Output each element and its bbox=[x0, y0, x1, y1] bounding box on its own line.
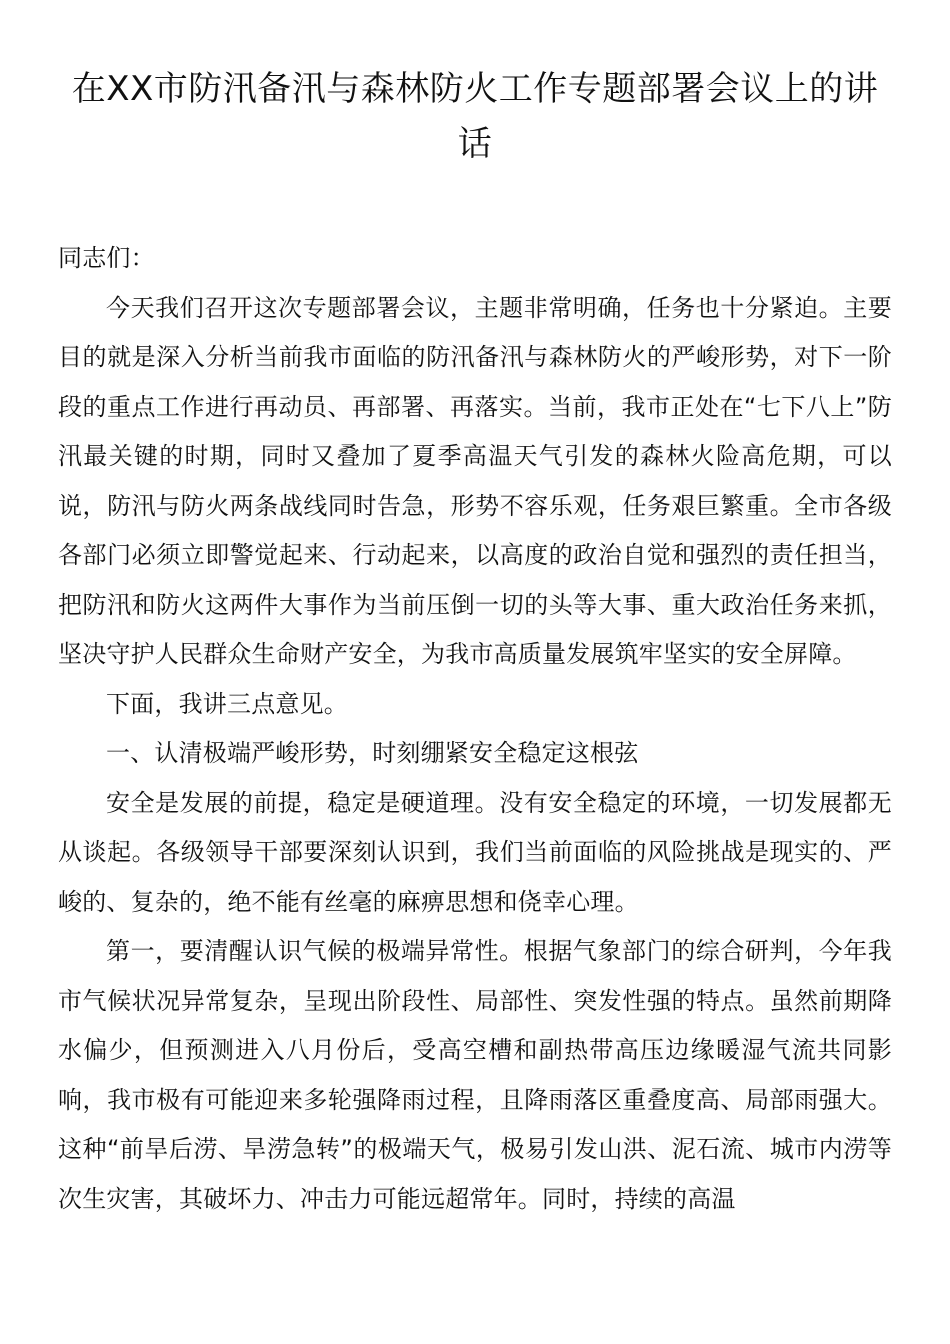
document-title: 在XX市防汛备汛与森林防火工作专题部署会议上的讲话 bbox=[71, 69, 879, 164]
document-page bbox=[58, 62, 892, 1224]
document-body bbox=[58, 234, 892, 1224]
salutation: 同志们： bbox=[58, 244, 155, 272]
paragraph-transition: 下面，我讲三点意见。 bbox=[106, 689, 348, 718]
paragraph-climate: 第一，要清醒认识气候的极端异常性。根据气象部门的综合研判，今年我市气候状况异常复杂，呈现出阶段性、局部性、突发性强的特点。虽然前期降水偏少，但预测进入八月份后，受高空槽和副热带高压边缘暖湿气流共同影响，我市极有可能迎来多轮强降雨过程，且降雨落区重叠度高、局部雨强大。这种“前旱后涝、旱涝急转”的极端天气，极易引发山洪、泥石流、城市内涝等次生灾害，其破坏力、冲击力可能远超常年。同时，持续的高温 bbox=[58, 937, 892, 1213]
section-heading-1: 一、认清极端严峻形势，时刻绷紧安全稳定这根弦 bbox=[106, 739, 639, 767]
paragraph-safety: 安全是发展的前提，稳定是硬道理。没有安全稳定的环境，一切发展都无从谈起。各级领导干部要深刻认识到，我们当前面临的风险挑战是现实的、严峻的、复杂的，绝不能有丝毫的麻痹思想和侥幸心理。 bbox=[58, 788, 892, 916]
paragraph-opening: 今天我们召开这次专题部署会议，主题非常明确，任务也十分紧迫。主要目的就是深入分析当前我市面临的防汛备汛与森林防火的严峻形势，对下一阶段的重点工作进行再动员、再部署、再落实。当前，我市正处在“七下八上”防汛最关键的时期，同时又叠加了夏季高温天气引发的森林火险高危期，可以说，防汛与防火两条战线同时告急，形势不容乐观，任务艰巨繁重。全市各级各部门必须立即警觉起来、行动起来，以高度的政治自觉和强烈的责任担当，把防汛和防火这两件大事作为当前压倒一切的头等大事、重大政治任务来抓，坚决守护人民群众生命财产安全，为我市高质量发展筑牢坚实的安全屏障。 bbox=[58, 293, 892, 668]
